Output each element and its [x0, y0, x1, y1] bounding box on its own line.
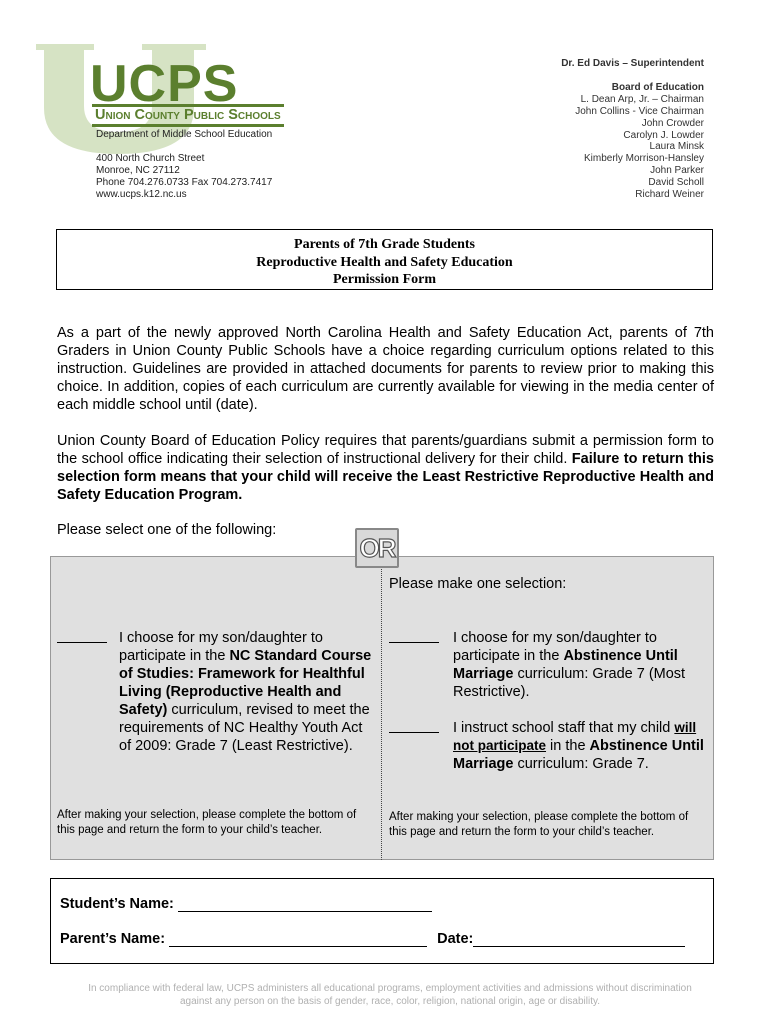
board-list	[561, 58, 704, 201]
after-selection-note-left: After making your selection, please complete the bottom of this page and return the form to your child’s teacher.	[57, 809, 357, 836]
or-badge: OR	[355, 528, 399, 568]
parent-name-field[interactable]	[169, 932, 427, 947]
signature-box	[50, 878, 714, 964]
footer-line: In compliance with federal law, UCPS administers all educational programs, employment activities and admissions without discrimination	[88, 983, 692, 994]
abstinence-blank[interactable]	[389, 630, 439, 648]
title-line: Permission Form	[332, 272, 437, 287]
policy-paragraph	[57, 432, 714, 504]
board-member: John Crowder	[641, 117, 704, 129]
make-selection-heading: Please make one selection:	[389, 576, 567, 592]
address-line: Phone 704.276.0733 Fax 704.273.7417	[96, 177, 273, 188]
footer-line: against any person on the basis of gender, race, color, religion, national origin, age or disability.	[179, 996, 601, 1007]
nondiscrimination-footer	[60, 982, 720, 1008]
student-name-label: Student’s Name:	[60, 896, 174, 912]
board-member: Richard Weiner	[635, 189, 704, 201]
board-heading: Board of Education	[611, 81, 704, 93]
date-field[interactable]	[473, 932, 685, 947]
ucps-logo-text: UCPS	[90, 55, 239, 113]
board-member: L. Dean Arp, Jr. – Chairman	[580, 93, 704, 105]
opt-out-option: I instruct school staff that my child will not participate in the Abstinence Until Marriage curriculum: Grade 7.	[453, 720, 704, 772]
panel-divider	[381, 556, 382, 860]
board-member: Laura Minsk	[649, 141, 704, 153]
policy-text: Union County Board of Education Policy requires that parents/guardians submit a permission form to the school office indicating their selection of instructional delivery for their child.	[57, 433, 714, 467]
opt-out-blank[interactable]	[389, 720, 439, 738]
parent-name-row	[60, 931, 685, 947]
student-name-field[interactable]	[178, 897, 432, 912]
intro-paragraph: As a part of the newly approved North Carolina Health and Safety Education Act, parents of 7th Graders in Union County Public Schools have a choice regarding curriculum options related to this instruction. Guidelines are provided in attached documents for parents to review prior to making this choice. In addition, copies of each curriculum are currently available for viewing in the media center of each middle school until (date).	[57, 325, 714, 413]
policy-warning: Failure to return this selection form means that your child will receive the Least Restrictive Reproductive Health and Safety Education Program.	[57, 451, 714, 503]
after-selection-note-right: After making your selection, please complete the bottom of this page and return the form to your child’s teacher.	[389, 811, 689, 838]
superintendent: Dr. Ed Davis – Superintendent	[561, 58, 704, 69]
ucps-logo-subtitle: Union County Public Schools	[92, 104, 284, 127]
parent-name-label: Parent’s Name:	[60, 931, 166, 947]
school-address	[96, 153, 272, 201]
address-line: 400 North Church Street	[96, 153, 205, 164]
standard-course-option: I choose for my son/daughter to participate in the NC Standard Course of Studies: Framework for Healthful Living (Reproductive Health and Safety) curriculum, revised to meet the requirements of NC Healthy Youth Act of 2009: Grade 7 (Least Restrictive).	[119, 630, 372, 754]
board-member: David Scholl	[648, 177, 704, 189]
board-member: Kimberly Morrison-Hansley	[583, 153, 704, 165]
select-prompt: Please select one of the following:	[57, 522, 277, 538]
title-line: Parents of 7th Grade Students	[294, 237, 475, 252]
form-title-box	[56, 229, 713, 290]
board-member: John Parker	[650, 165, 704, 177]
abstinence-option: I choose for my son/daughter to participate in the Abstinence Until Marriage curriculum: Grade 7 (Most Restrictive).	[453, 630, 686, 700]
title-line: Reproductive Health and Safety Education	[256, 254, 513, 270]
board-member: John Collins - Vice Chairman	[575, 105, 704, 117]
standard-course-blank[interactable]	[57, 630, 107, 648]
address-line: Monroe, NC 27112	[96, 165, 180, 176]
website-link[interactable]: www.ucps.k12.nc.us	[96, 189, 187, 200]
board-member: Carolyn J. Lowder	[623, 129, 704, 141]
department-name: Department of Middle School Education	[96, 129, 273, 140]
student-name-row	[60, 896, 432, 912]
date-label: Date:	[437, 931, 474, 947]
